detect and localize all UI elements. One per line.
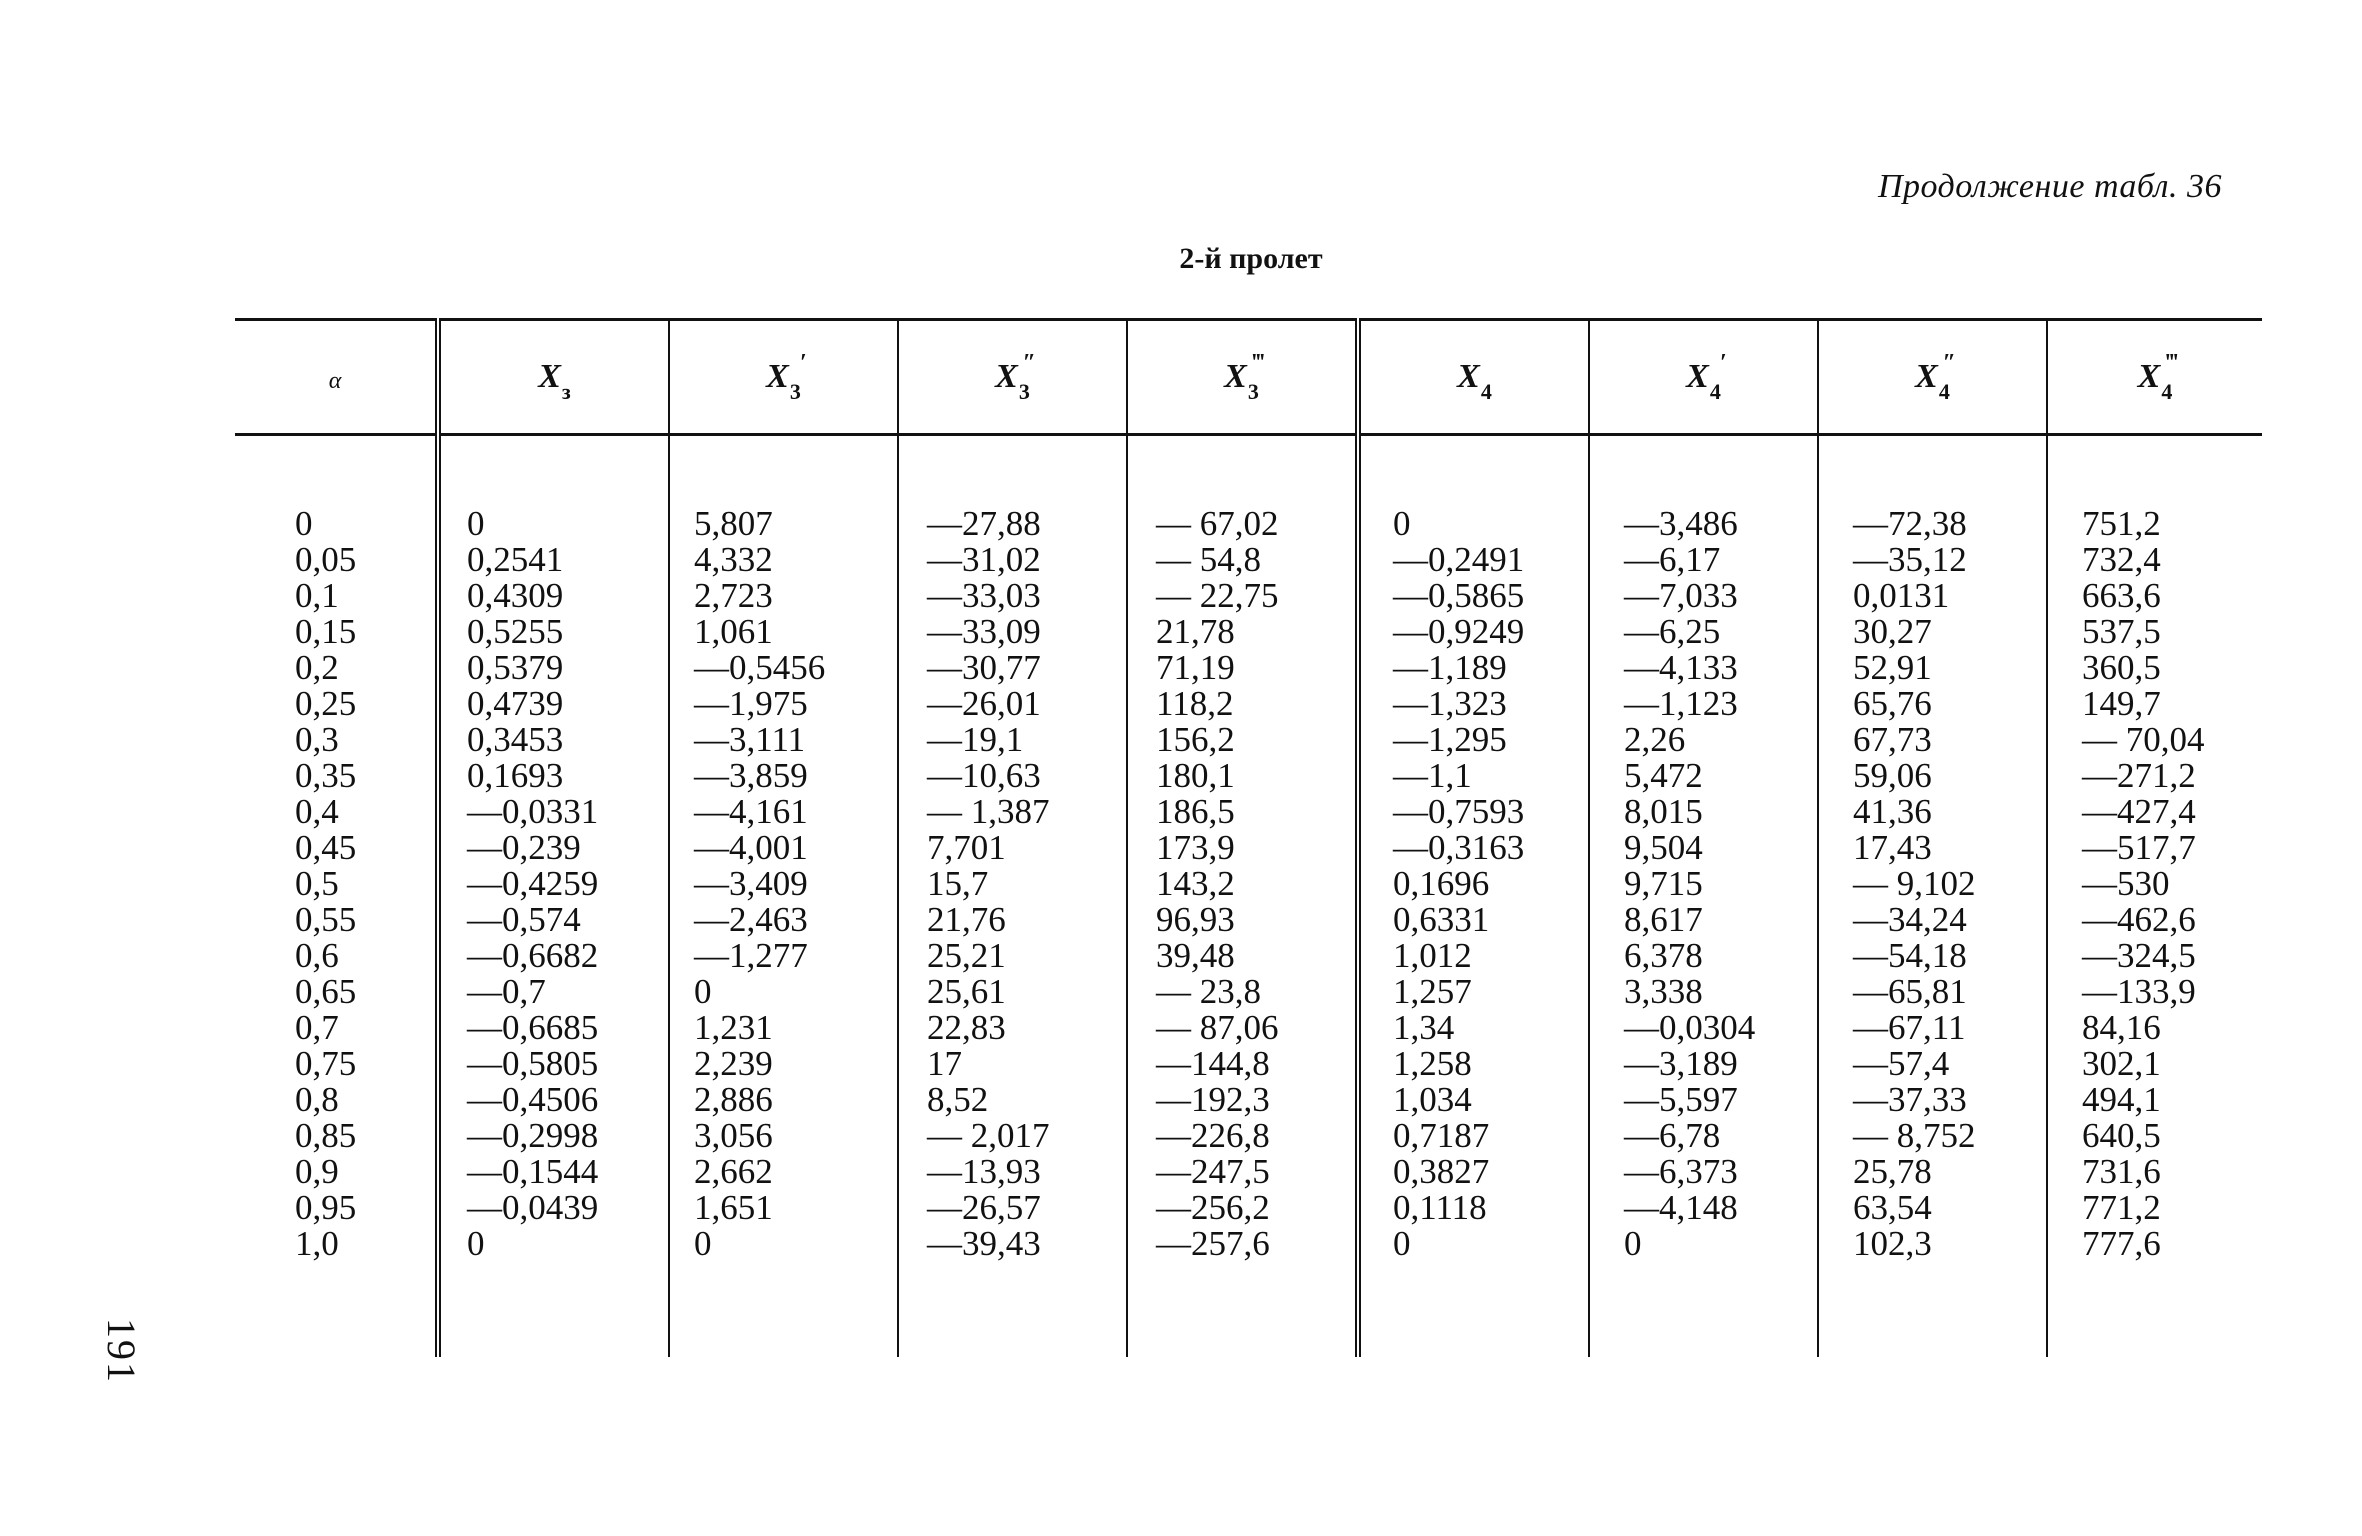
table-data-block [235, 435, 2262, 1358]
table-cell: 0,2541 [467, 540, 564, 579]
table-cell: —13,93 [927, 1152, 1041, 1191]
table-cell: —0,1544 [467, 1152, 599, 1191]
table-cell: 0,1693 [467, 756, 564, 795]
table-cell: 180,1 [1156, 756, 1235, 795]
table-cell: 0,4739 [467, 684, 564, 723]
table-cell: 65,76 [1853, 684, 1932, 723]
table-cell: 0,1 [295, 576, 339, 615]
table-cell: —72,38 [1853, 504, 1967, 543]
table-cell: —0,239 [467, 828, 581, 867]
table-cell: 15,7 [927, 864, 989, 903]
table-cell: 143,2 [1156, 864, 1235, 903]
table-cell: 6,378 [1624, 936, 1703, 975]
header-x4-triple-prime [2047, 320, 2262, 435]
table-cell: —3,111 [694, 720, 806, 759]
header-x3 [438, 320, 669, 435]
table-cell: 1,257 [1393, 972, 1472, 1011]
table-cell: —6,78 [1624, 1116, 1721, 1155]
table-cell: 9,504 [1624, 828, 1703, 867]
column-x3-double-prime-values [898, 435, 1127, 1358]
table-cell: 21,78 [1156, 612, 1235, 651]
table-cell: 0,5379 [467, 648, 564, 687]
table-cell: — 87,06 [1156, 1008, 1279, 1047]
table-cell: 1,231 [694, 1008, 773, 1047]
column-x3-values [438, 435, 669, 1358]
table-cell: —67,11 [1853, 1008, 1966, 1047]
table-cell: 0,2 [295, 648, 339, 687]
table-cell: 118,2 [1156, 684, 1234, 723]
table-cell: — 67,02 [1156, 504, 1279, 543]
table-cell: 17 [927, 1044, 962, 1083]
header-x4-double-prime-symbol: $X_4$ ″ [1915, 350, 1956, 404]
table-cell: 494,1 [2082, 1080, 2161, 1119]
header-x3-double-prime-symbol: $X_3$ ″ [995, 350, 1036, 404]
table-cell: — 70,04 [2082, 720, 2205, 759]
table-cell: —0,3163 [1393, 828, 1525, 867]
table-cell: — 54,8 [1156, 540, 1261, 579]
table-cell: —0,5805 [467, 1044, 599, 1083]
table-cell: —1,975 [694, 684, 808, 723]
table-cell: —530 [2082, 864, 2170, 903]
table-cell: 1,034 [1393, 1080, 1472, 1119]
table-cell: —34,24 [1853, 900, 1967, 939]
table-cell: —26,01 [927, 684, 1041, 723]
table-cell: 5,472 [1624, 756, 1703, 795]
table-cell: 71,19 [1156, 648, 1235, 687]
table-cell: 0,1118 [1393, 1188, 1487, 1227]
page-number: 191 [99, 1318, 144, 1384]
table-cell: —247,5 [1156, 1152, 1270, 1191]
table-cell: —6,17 [1624, 540, 1721, 579]
table-cell: —0,7593 [1393, 792, 1525, 831]
table-cell: —3,486 [1624, 504, 1738, 543]
data-table-wrapper [235, 318, 2220, 1357]
table-cell: 0,5 [295, 864, 339, 903]
table-cell: 2,662 [694, 1152, 773, 1191]
table-cell: —0,6685 [467, 1008, 599, 1047]
table-cell: —1,123 [1624, 684, 1738, 723]
table-cell: 302,1 [2082, 1044, 2161, 1083]
table-cell: — 22,75 [1156, 576, 1279, 615]
table-cell: —1,1 [1393, 756, 1472, 795]
table-cell: —226,8 [1156, 1116, 1270, 1155]
header-x4-prime-symbol: $X_4$ ′ [1686, 350, 1727, 404]
table-cell: 4,332 [694, 540, 773, 579]
table-continuation-label: Продолжение табл. 36 [1877, 168, 2222, 205]
table-cell: 2,239 [694, 1044, 773, 1083]
table-cell: —3,189 [1624, 1044, 1738, 1083]
table-cell: 0,55 [295, 900, 357, 939]
table-cell: —0,2491 [1393, 540, 1525, 579]
table-cell: 360,5 [2082, 648, 2161, 687]
table-cell: —324,5 [2082, 936, 2196, 975]
table-cell: —10,63 [927, 756, 1041, 795]
table-cell: 0 [694, 972, 712, 1011]
table-cell: 731,6 [2082, 1152, 2161, 1191]
header-x4-triple-prime-symbol: $X_4$ ‴ [2137, 350, 2179, 404]
table-cell: 0,4 [295, 792, 339, 831]
table-cell: 149,7 [2082, 684, 2161, 723]
table-cell: 777,6 [2082, 1224, 2161, 1263]
table-cell: —65,81 [1853, 972, 1967, 1011]
column-x4-triple-prime-values [2047, 435, 2262, 1358]
table-cell: 8,617 [1624, 900, 1703, 939]
table-cell: —0,2998 [467, 1116, 599, 1155]
table-cell: —0,574 [467, 900, 581, 939]
table-cell: 0 [467, 1224, 485, 1263]
table-cell: 0,1696 [1393, 864, 1490, 903]
table-cell: 0,8 [295, 1080, 339, 1119]
table-cell: 7,701 [927, 828, 1006, 867]
header-x3-symbol: $X_з$ [538, 358, 571, 404]
header-alpha [235, 320, 438, 435]
table-cell: 1,012 [1393, 936, 1472, 975]
table-body [235, 435, 2262, 1358]
table-cell: 537,5 [2082, 612, 2161, 651]
table-cell: —33,03 [927, 576, 1041, 615]
table-cell: 1,258 [1393, 1044, 1472, 1083]
table-cell: 1,651 [694, 1188, 773, 1227]
table-cell: —257,6 [1156, 1224, 1270, 1263]
table-cell: —0,5456 [694, 648, 826, 687]
table-cell: 8,015 [1624, 792, 1703, 831]
table-cell: —54,18 [1853, 936, 1967, 975]
table-cell: 0,95 [295, 1188, 357, 1227]
table-cell: 173,9 [1156, 828, 1235, 867]
table-cell: —6,25 [1624, 612, 1721, 651]
table-cell: —4,148 [1624, 1188, 1738, 1227]
table-cell: 0,6 [295, 936, 339, 975]
data-table [235, 318, 2262, 1357]
table-cell: —517,7 [2082, 828, 2196, 867]
table-cell: —35,12 [1853, 540, 1967, 579]
table-cell: 3,338 [1624, 972, 1703, 1011]
table-cell: —1,323 [1393, 684, 1507, 723]
header-x4-prime [1589, 320, 1818, 435]
table-cell: —3,859 [694, 756, 808, 795]
table-cell: —0,0331 [467, 792, 599, 831]
table-cell: —7,033 [1624, 576, 1738, 615]
table-cell: 156,2 [1156, 720, 1235, 759]
table-cell: —0,6682 [467, 936, 599, 975]
table-cell: 0,7 [295, 1008, 339, 1047]
table-cell: — 1,387 [927, 792, 1050, 831]
table-cell: —33,09 [927, 612, 1041, 651]
table-cell: 84,16 [2082, 1008, 2161, 1047]
table-cell: 2,886 [694, 1080, 773, 1119]
column-x3-triple-prime-values [1127, 435, 1358, 1358]
table-cell: 25,61 [927, 972, 1006, 1011]
column-x3-prime-values [669, 435, 898, 1358]
table-cell: —4,001 [694, 828, 808, 867]
column-x4-double-prime-values [1818, 435, 2047, 1358]
table-cell: —427,4 [2082, 792, 2196, 831]
table-cell: —192,3 [1156, 1080, 1270, 1119]
header-x4-symbol: $X_4$ [1457, 358, 1492, 404]
table-cell: 0,6331 [1393, 900, 1490, 939]
table-cell: 0,4309 [467, 576, 564, 615]
table-cell: 732,4 [2082, 540, 2161, 579]
table-cell: 63,54 [1853, 1188, 1932, 1227]
table-cell: — 9,102 [1853, 864, 1976, 903]
table-cell: 186,5 [1156, 792, 1235, 831]
table-cell: 5,807 [694, 504, 773, 543]
header-x4 [1358, 320, 1589, 435]
table-cell: 21,76 [927, 900, 1006, 939]
table-cell: 0 [1624, 1224, 1642, 1263]
table-cell: 41,36 [1853, 792, 1932, 831]
table-cell: 0,5255 [467, 612, 564, 651]
table-cell: 0 [295, 504, 313, 543]
table-cell: 52,91 [1853, 648, 1932, 687]
table-cell: 0,05 [295, 540, 357, 579]
table-cell: 771,2 [2082, 1188, 2161, 1227]
table-cell: —133,9 [2082, 972, 2196, 1011]
table-cell: —2,463 [694, 900, 808, 939]
table-cell: 0,3 [295, 720, 339, 759]
header-row [235, 320, 2262, 435]
table-cell: —31,02 [927, 540, 1041, 579]
table-cell: —271,2 [2082, 756, 2196, 795]
table-cell: —0,5865 [1393, 576, 1525, 615]
table-cell: 663,6 [2082, 576, 2161, 615]
table-cell: 0,85 [295, 1116, 357, 1155]
column-x4-values [1358, 435, 1589, 1358]
table-cell: —39,43 [927, 1224, 1041, 1263]
table-cell: 102,3 [1853, 1224, 1932, 1263]
table-cell: 1,061 [694, 612, 773, 651]
table-cell: —4,133 [1624, 648, 1738, 687]
header-x3-prime [669, 320, 898, 435]
table-cell: 0,25 [295, 684, 357, 723]
table-cell: 2,723 [694, 576, 773, 615]
table-cell: 30,27 [1853, 612, 1932, 651]
table-cell: —0,4259 [467, 864, 599, 903]
table-cell: 751,2 [2082, 504, 2161, 543]
table-cell: —0,0439 [467, 1188, 599, 1227]
table-cell: 22,83 [927, 1008, 1006, 1047]
table-cell: 0,7187 [1393, 1116, 1490, 1155]
table-cell: 3,056 [694, 1116, 773, 1155]
table-cell: 0 [1393, 1224, 1411, 1263]
table-cell: —6,373 [1624, 1152, 1738, 1191]
table-cell: —144,8 [1156, 1044, 1270, 1083]
table-cell: 8,52 [927, 1080, 989, 1119]
table-cell: 96,93 [1156, 900, 1235, 939]
table-cell: 0,9 [295, 1152, 339, 1191]
header-x3-double-prime [898, 320, 1127, 435]
table-cell: —462,6 [2082, 900, 2196, 939]
table-cell: —5,597 [1624, 1080, 1738, 1119]
table-cell: 0,35 [295, 756, 357, 795]
header-x4-double-prime [1818, 320, 2047, 435]
table-cell: 1,0 [295, 1224, 339, 1263]
table-cell: 0,65 [295, 972, 357, 1011]
table-cell: —1,295 [1393, 720, 1507, 759]
table-cell: 0,45 [295, 828, 357, 867]
column-x4-prime-values [1589, 435, 1818, 1358]
table-cell: —256,2 [1156, 1188, 1270, 1227]
header-x3-triple-prime [1127, 320, 1358, 435]
table-cell: —1,189 [1393, 648, 1507, 687]
table-cell: —4,161 [694, 792, 808, 831]
table-cell: 0 [694, 1224, 712, 1263]
table-cell: — 2,017 [927, 1116, 1050, 1155]
table-cell: 0 [467, 504, 485, 543]
table-cell: —19,1 [927, 720, 1024, 759]
header-alpha-symbol: α [328, 367, 342, 394]
table-cell: 25,21 [927, 936, 1006, 975]
table-cell: —3,409 [694, 864, 808, 903]
span-title: 2-й пролет [1179, 242, 1323, 275]
table-header [235, 320, 2262, 435]
table-cell: —30,77 [927, 648, 1041, 687]
table-cell: 67,73 [1853, 720, 1932, 759]
header-x3-prime-symbol: $X_3$ ′ [766, 350, 807, 404]
table-cell: — 8,752 [1853, 1116, 1976, 1155]
table-cell: 0 [1393, 504, 1411, 543]
table-cell: —26,57 [927, 1188, 1041, 1227]
table-cell: 39,48 [1156, 936, 1235, 975]
table-cell: —27,88 [927, 504, 1041, 543]
table-cell: 0,3453 [467, 720, 564, 759]
table-cell: 25,78 [1853, 1152, 1932, 1191]
table-cell: —0,0304 [1624, 1008, 1756, 1047]
table-cell: 9,715 [1624, 864, 1703, 903]
table-cell: 0,15 [295, 612, 357, 651]
table-cell: —1,277 [694, 936, 808, 975]
table-cell: —0,7 [467, 972, 546, 1011]
table-cell: 2,26 [1624, 720, 1686, 759]
table-cell: 1,34 [1393, 1008, 1455, 1047]
column-alpha-values [235, 435, 438, 1358]
table-cell: —0,9249 [1393, 612, 1525, 651]
table-cell: 0,0131 [1853, 576, 1950, 615]
table-cell: —37,33 [1853, 1080, 1967, 1119]
table-cell: 17,43 [1853, 828, 1932, 867]
table-cell: — 23,8 [1156, 972, 1261, 1011]
table-cell: 640,5 [2082, 1116, 2161, 1155]
table-cell: 0,75 [295, 1044, 357, 1083]
header-x3-triple-prime-symbol: $X_3$ ‴ [1224, 350, 1265, 404]
table-cell: 59,06 [1853, 756, 1932, 795]
table-cell: 0,3827 [1393, 1152, 1490, 1191]
table-cell: —0,4506 [467, 1080, 599, 1119]
table-cell: —57,4 [1853, 1044, 1950, 1083]
